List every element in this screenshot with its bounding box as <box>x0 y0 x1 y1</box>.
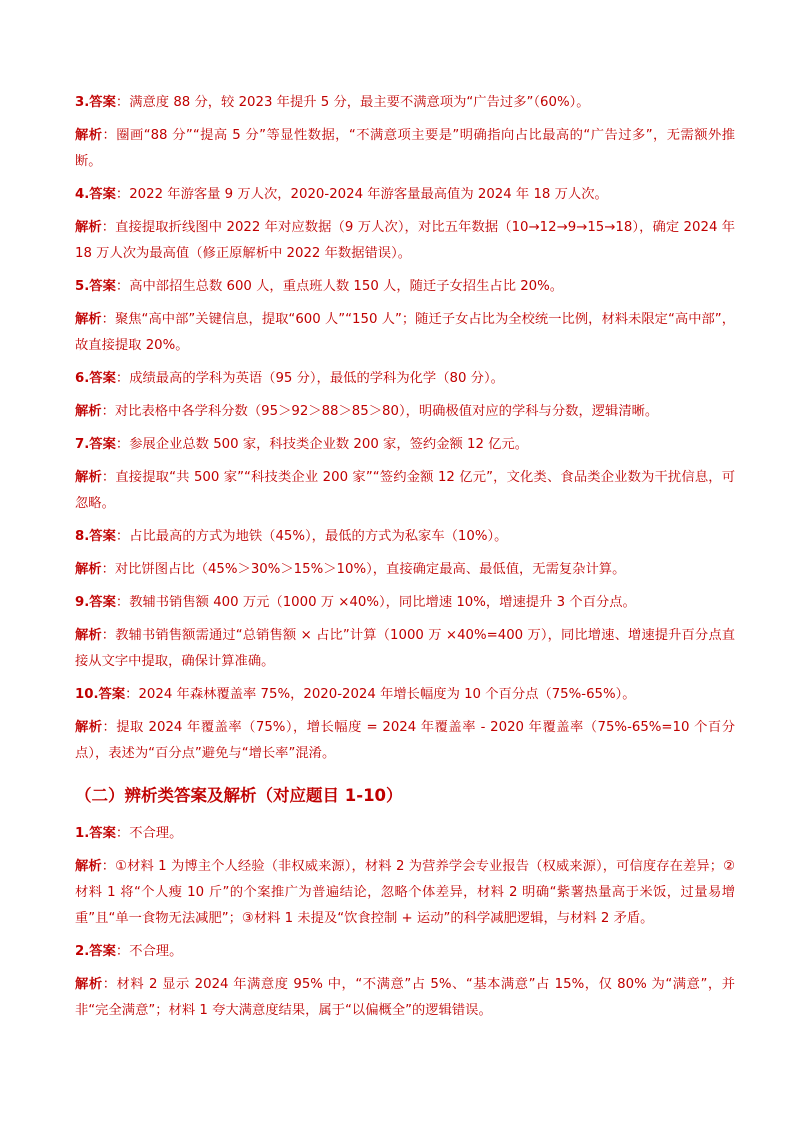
label-separator: ： <box>115 529 130 544</box>
label-separator: ： <box>101 312 115 327</box>
answer-list-section-1 <box>75 90 735 767</box>
paragraph-text: 参展企业总数 500 家，科技类企业数 200 家，签约金额 12 亿元。 <box>129 437 529 452</box>
paragraph-text: 满意度 88 分，较 2023 年提升 5 分，最主要不满意项为“广告过多”（60%）。 <box>129 95 590 110</box>
analysis-paragraph <box>75 465 735 517</box>
answer-paragraph <box>75 90 735 116</box>
paragraph-label: 10.答案 <box>75 687 126 702</box>
answer-paragraph <box>75 590 735 616</box>
paragraph-text: 圈画“88 分”“提高 5 分”等显性数据，“不满意项主要是”明确指向占比最高的“广告过多”，无需额外推断。 <box>75 128 736 169</box>
label-separator: ： <box>101 628 116 643</box>
paragraph-label: 解析 <box>75 562 102 577</box>
answer-paragraph <box>75 366 735 392</box>
label-separator: ： <box>115 944 130 959</box>
label-separator: ： <box>101 859 116 874</box>
paragraph-label: 8.答案 <box>75 529 116 544</box>
analysis-paragraph <box>75 123 735 175</box>
paragraph-label: 5.答案 <box>75 279 116 294</box>
paragraph-label: 解析 <box>75 977 103 992</box>
analysis-paragraph <box>75 557 735 583</box>
answer-paragraph <box>75 432 735 458</box>
paragraph-text: 教辅书销售额需通过“总销售额 × 占比”计算（1000 万 ×40%=400 万），同比增速、增速提升百分点直接从文字中提取，确保计算准确。 <box>75 628 736 669</box>
label-separator: ： <box>101 220 116 235</box>
answer-paragraph <box>75 682 735 708</box>
label-separator: ： <box>115 279 130 294</box>
label-separator: ： <box>115 95 130 110</box>
document-page <box>75 90 735 1031</box>
analysis-paragraph <box>75 215 735 267</box>
paragraph-text: 对比表格中各学科分数（95＞92＞88＞85＞80），明确极值对应的学科与分数，逻辑清晰。 <box>114 404 659 419</box>
label-separator: ： <box>102 128 117 143</box>
paragraph-label: 解析 <box>75 470 102 485</box>
paragraph-label: 3.答案 <box>75 95 116 110</box>
paragraph-text: 材料 2 显示 2024 年满意度 95% 中，“不满意”占 5%、“基本满意”占 15%，仅 80% 为“满意”，并非“完全满意”；材料 1 夸大满意度结果，属于“以偏概全”的逻辑错误。 <box>75 977 736 1018</box>
paragraph-label: 解析 <box>75 128 103 143</box>
paragraph-label: 4.答案 <box>75 187 116 202</box>
paragraph-text: 2024 年森林覆盖率 75%，2020-2024 年增长幅度为 10 个百分点（75%-65%）。 <box>138 687 636 702</box>
answer-paragraph <box>75 939 735 965</box>
paragraph-text: 提取 2024 年覆盖率（75%），增长幅度 = 2024 年覆盖率 - 2020 年覆盖率（75%-65%=10 个百分点），表述为“百分点”避免与“增长率”混淆。 <box>75 720 735 761</box>
paragraph-label: 6.答案 <box>75 371 116 386</box>
analysis-paragraph <box>75 854 735 932</box>
answer-paragraph <box>75 821 735 847</box>
paragraph-text: 教辅书销售额 400 万元（1000 万 ×40%），同比增速 10%，增速提升 3 个百分点。 <box>129 595 636 610</box>
paragraph-label: 解析 <box>75 720 103 735</box>
label-separator: ： <box>115 826 130 841</box>
paragraph-text: 聚焦“高中部”关键信息，提取“600 人”“150 人”；随迁子女占比为全校统一比例，材料未限定“高中部”，故直接提取 20%。 <box>75 312 736 353</box>
label-separator: ： <box>115 595 130 610</box>
paragraph-label: 解析 <box>75 628 102 643</box>
label-separator: ： <box>115 371 130 386</box>
paragraph-text: 不合理。 <box>129 826 183 841</box>
paragraph-text: 占比最高的方式为地铁（45%），最低的方式为私家车（10%）。 <box>129 529 508 544</box>
paragraph-text: 2022 年游客量 9 万人次，2020-2024 年游客量最高值为 2024 年 18 万人次。 <box>129 187 608 202</box>
analysis-paragraph <box>75 623 735 675</box>
paragraph-label: 1.答案 <box>75 826 116 841</box>
paragraph-text: 直接提取折线图中 2022 年对应数据（9 万人次），对比五年数据（10→12→9→15→18），确定 2024 年 18 万人次为最高值（修正原解析中 2022 年数据错误）。 <box>75 220 736 261</box>
answer-paragraph <box>75 182 735 208</box>
paragraph-label: 解析 <box>75 312 102 327</box>
paragraph-label: 2.答案 <box>75 944 116 959</box>
label-separator: ： <box>115 437 130 452</box>
paragraph-text: 直接提取“共 500 家”“科技类企业 200 家”“签约金额 12 亿元”，文化类、食品类企业数为干扰信息，可忽略。 <box>75 470 736 511</box>
label-separator: ： <box>125 687 139 702</box>
answer-list-section-2 <box>75 821 735 1024</box>
label-separator: ： <box>102 977 117 992</box>
analysis-paragraph <box>75 307 735 359</box>
analysis-paragraph <box>75 972 735 1024</box>
label-separator: ： <box>101 404 115 419</box>
paragraph-label: 解析 <box>75 859 102 874</box>
analysis-paragraph <box>75 399 735 425</box>
paragraph-text: 成绩最高的学科为英语（95 分），最低的学科为化学（80 分）。 <box>129 371 504 386</box>
label-separator: ： <box>101 470 116 485</box>
paragraph-text: 高中部招生总数 600 人，重点班人数 150 人，随迁子女招生占比 20%。 <box>129 279 564 294</box>
answer-paragraph <box>75 524 735 550</box>
section-heading: （二）辨析类答案及解析（对应题目 1-10） <box>75 786 403 805</box>
paragraph-text: 不合理。 <box>129 944 183 959</box>
paragraph-label: 解析 <box>75 404 102 419</box>
paragraph-text: 对比饼图占比（45%＞30%＞15%＞10%），直接确定最高、最低值，无需复杂计算。 <box>114 562 626 577</box>
label-separator: ： <box>101 562 115 577</box>
paragraph-label: 解析 <box>75 220 102 235</box>
answer-paragraph <box>75 274 735 300</box>
paragraph-label: 9.答案 <box>75 595 116 610</box>
label-separator: ： <box>102 720 117 735</box>
paragraph-label: 7.答案 <box>75 437 116 452</box>
label-separator: ： <box>115 187 130 202</box>
paragraph-text: ①材料 1 为博主个人经验（非权威来源），材料 2 为营养学会专业报告（权威来源），可信度存在差异；②材料 1 将“个人瘦 10 斤”的个案推广为普遍结论，忽略个体差异，材料 2 明确“紫薯热量高于米饭，过量易增重”且“单一食物无法减肥”；③材料 1 未提及“饮食控制 + 运动”的科学减肥逻辑，与材料 2 矛盾。 <box>75 859 735 926</box>
analysis-paragraph <box>75 715 735 767</box>
